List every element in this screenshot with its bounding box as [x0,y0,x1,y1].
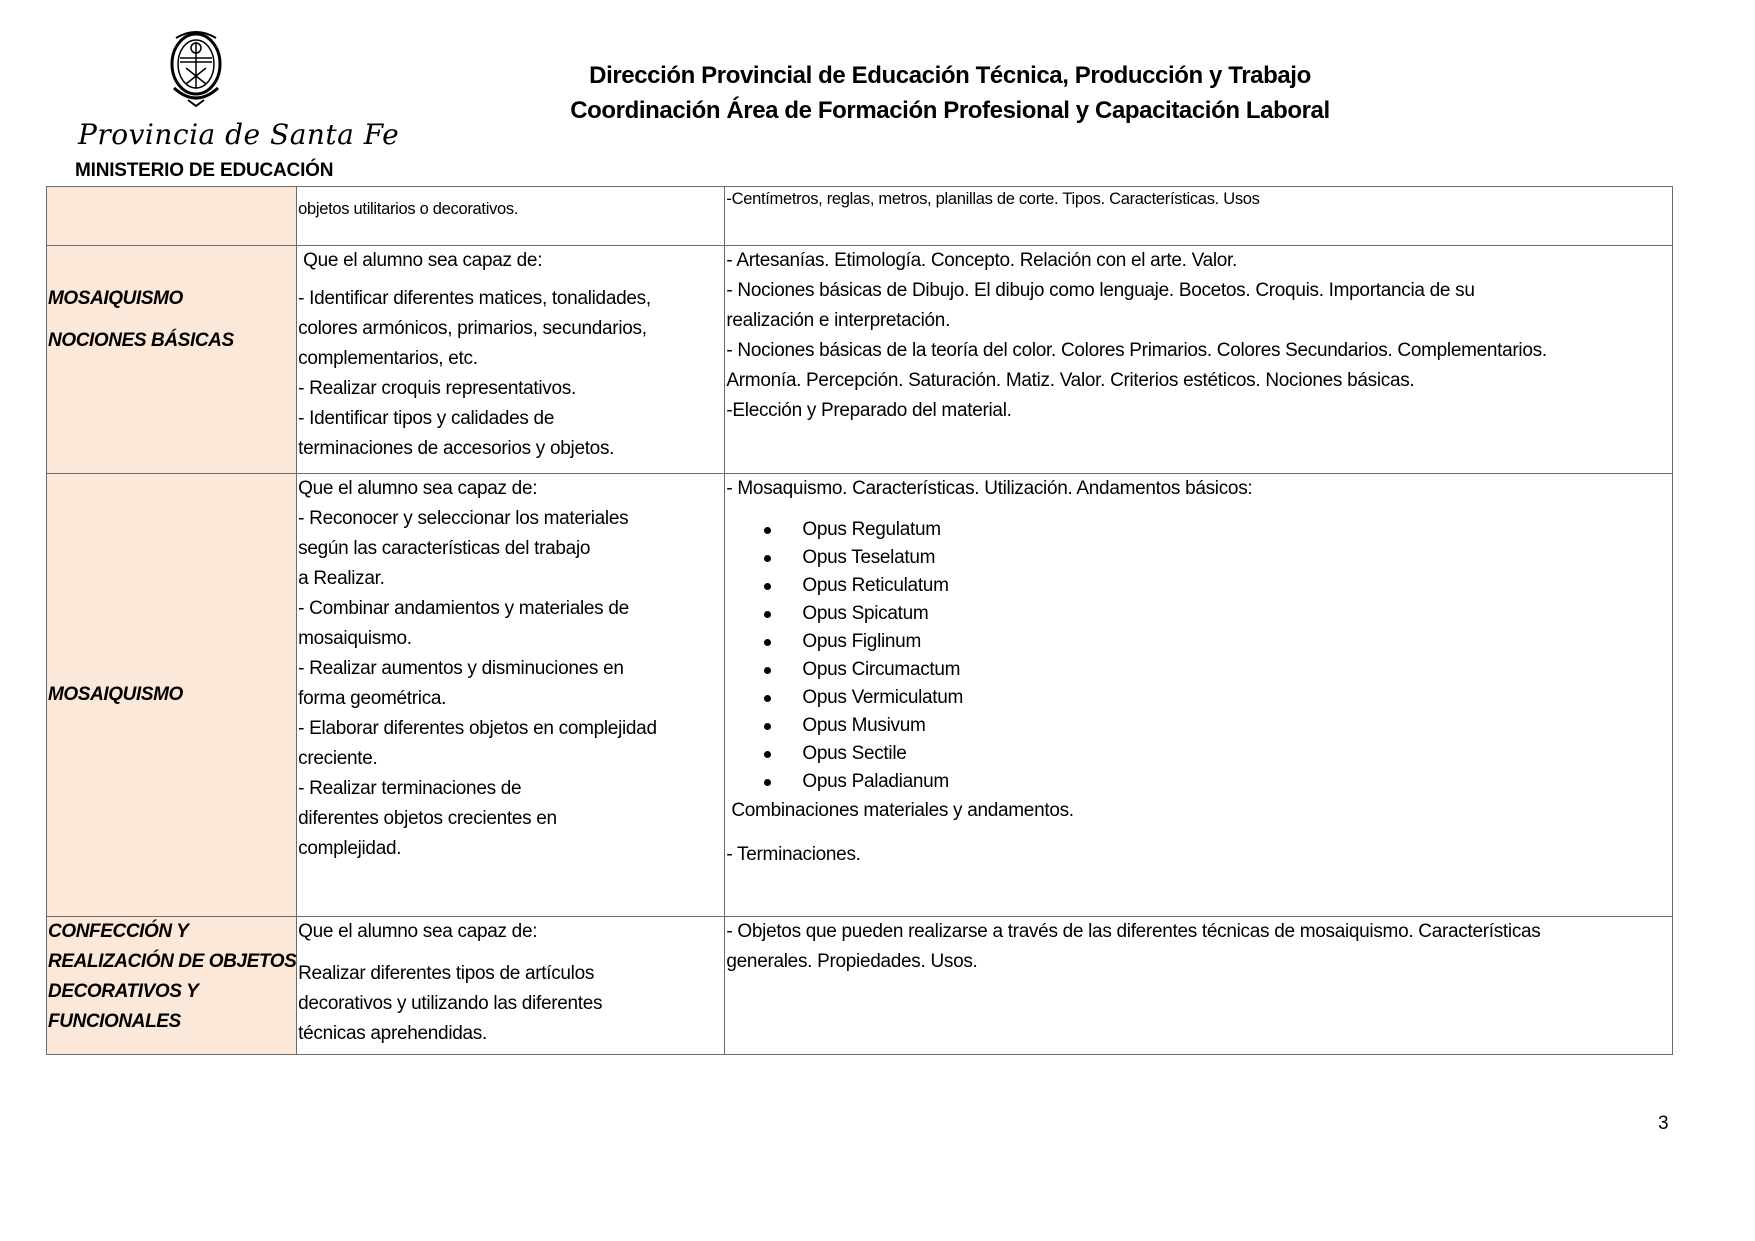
andamentos-list [726,516,1671,796]
list-item-label: Opus Musivum [802,715,926,736]
bullet-icon [764,583,771,590]
objectives-cell [297,187,725,246]
bullet-icon [764,779,771,786]
list-item-label: Opus Paladianum [802,771,949,792]
page-number: 3 [1658,1113,1669,1134]
topic-line: MOSAIQUISMO [48,288,183,309]
content-line: Armonía. Percepción. Saturación. Matiz. Valor. Criterios estéticos. Nociones básicas. [726,370,1415,391]
bullet-icon [764,527,771,534]
objective-line: creciente. [298,748,378,769]
topic-line: CONFECCIÓN Y [48,921,189,942]
bullet-icon [764,667,771,674]
list-item-label: Opus Figlinum [802,631,921,652]
content-line: generales. Propiedades. Usos. [726,951,978,972]
objectives-intro: Que el alumno sea capaz de: [298,478,538,499]
objective-line: Realizar diferentes tipos de artículos [298,963,595,984]
ministry-name: MINISTERIO DE EDUCACIÓN [75,160,334,181]
objective-line: - Realizar aumentos y disminuciones en [298,658,624,679]
table-row [47,187,1673,246]
objective-line: complejidad. [298,838,402,859]
list-item-label: Opus Sectile [802,743,907,764]
document-titles [520,58,1380,128]
table-row [47,917,1673,1055]
content-line: - Objetos que pueden realizarse a través de las diferentes técnicas de mosaiquismo. Características [726,921,1541,942]
objective-line: complementarios, etc. [298,348,478,369]
contents-cell [725,246,1673,474]
objective-line: - Realizar croquis representativos. [298,378,576,399]
objectives-cell [297,917,725,1055]
objective-line: - Identificar tipos y calidades de [298,408,555,429]
objective-line: colores armónicos, primarios, secundarios, [298,318,647,339]
content-line: Combinaciones materiales y andamentos. [726,800,1074,821]
list-item [764,712,1671,740]
list-item-label: Opus Teselatum [802,547,936,568]
title-line-1: Dirección Provincial de Educación Técnica, Producción y Trabajo [589,62,1311,89]
list-item-label: Opus Circumactum [802,659,961,680]
list-item [764,768,1671,796]
list-item-label: Opus Regulatum [802,519,941,540]
objective-line: objetos utilitarios o decorativos. [298,200,519,218]
bullet-icon [764,611,771,618]
curriculum-table [46,186,1673,1055]
topic-line: NOCIONES BÁSICAS [48,330,234,351]
contents-cell [725,474,1673,917]
list-item [764,600,1671,628]
objective-line: terminaciones de accesorios y objetos. [298,438,615,459]
list-item [764,656,1671,684]
list-item [764,544,1671,572]
objective-line: - Realizar terminaciones de [298,778,522,799]
content-line: - Terminaciones. [726,844,861,865]
table-row [47,246,1673,474]
objective-line: a Realizar. [298,568,385,589]
objective-line: - Combinar andamientos y materiales de [298,598,629,619]
list-item-label: Opus Vermiculatum [802,687,964,708]
list-item-label: Opus Reticulatum [802,575,949,596]
coat-of-arms-icon [166,28,226,110]
list-item [764,628,1671,656]
bullet-icon [764,555,771,562]
content-line: - Nociones básicas de la teoría del color. Colores Primarios. Colores Secundarios. Complementarios. [726,340,1547,361]
contents-cell [725,187,1673,246]
list-item [764,740,1671,768]
list-item-label: Opus Spicatum [802,603,929,624]
contents-cell [725,917,1673,1055]
bullet-icon [764,639,771,646]
topic-line: DECORATIVOS Y [48,981,199,1002]
objectives-intro: Que el alumno sea capaz de: [298,921,538,942]
contents-intro: - Mosaquismo. Características. Utilización. Andamentos básicos: [726,478,1253,499]
list-item [764,516,1671,544]
content-line: -Elección y Preparado del material. [726,400,1012,421]
objective-line: - Elaborar diferentes objetos en complejidad [298,718,657,739]
list-item [764,684,1671,712]
objective-line: técnicas aprehendidas. [298,1023,487,1044]
topic-cell [47,246,297,474]
objective-line: decorativos y utilizando las diferentes [298,993,603,1014]
topic-cell [47,187,297,246]
bullet-icon [764,751,771,758]
content-line: - Nociones básicas de Dibujo. El dibujo como lenguaje. Bocetos. Croquis. Importancia de su [726,280,1475,301]
objectives-intro: Que el alumno sea capaz de: [298,250,543,271]
content-line: - Artesanías. Etimología. Concepto. Relación con el arte. Valor. [726,250,1238,271]
objective-line: - Identificar diferentes matices, tonalidades, [298,288,651,309]
province-name: Provincia de Santa Fe [78,118,400,151]
table-row [47,474,1673,917]
objective-line: mosaiquismo. [298,628,412,649]
topic-line: FUNCIONALES [48,1011,181,1032]
content-line: realización e interpretación. [726,310,951,331]
bullet-icon [764,723,771,730]
list-item [764,572,1671,600]
objective-line: forma geométrica. [298,688,447,709]
topic-line: MOSAIQUISMO [48,684,183,705]
topic-cell [47,474,297,917]
title-line-2: Coordinación Área de Formación Profesional y Capacitación Laboral [570,97,1330,124]
bullet-icon [764,695,771,702]
objective-line: según las características del trabajo [298,538,591,559]
topic-line: REALIZACIÓN DE OBJETOS [48,951,297,972]
objectives-cell [297,246,725,474]
objective-line: - Reconocer y seleccionar los materiales [298,508,629,529]
objectives-cell [297,474,725,917]
content-line: -Centímetros, reglas, metros, planillas de corte. Tipos. Características. Usos [726,190,1260,208]
objective-line: diferentes objetos crecientes en [298,808,557,829]
topic-cell [47,917,297,1055]
